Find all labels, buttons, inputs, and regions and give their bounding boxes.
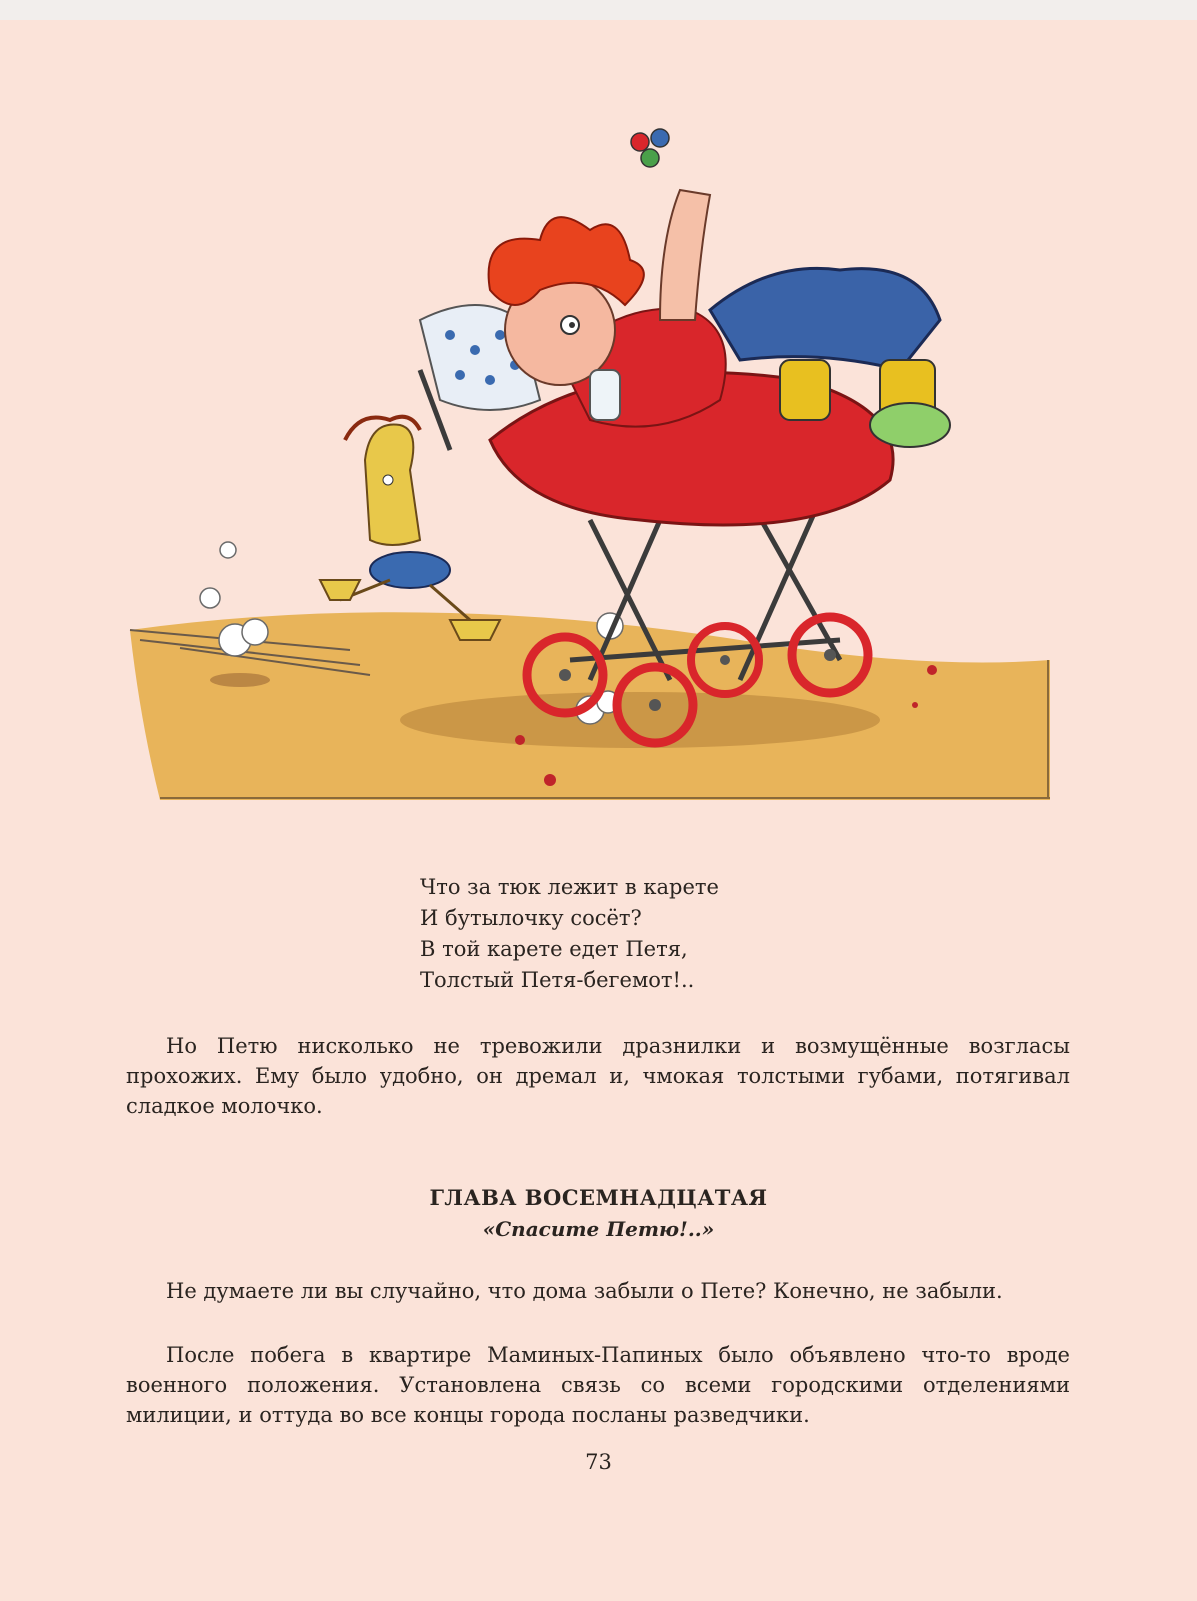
paragraph-2: Не думаете ли вы случайно, что дома забыли о Пете? Конечно, не забыли. [166, 1279, 1003, 1303]
dust-shadow [210, 673, 270, 687]
boy-sole [870, 403, 950, 447]
paragraph-3: После побега в квартире Маминых-Папиных было объявлено что-то вроде военного положения. Установлена связь со всеми городскими отделениями милиции, и оттуда во все концы города посланы разведчики. [126, 1343, 1070, 1427]
rattle-toy [631, 129, 669, 167]
boy-arm [660, 190, 710, 320]
poem-line: В той карете едет Петя, [420, 937, 688, 961]
poem-line: Толстый Петя-бегемот!.. [420, 968, 695, 992]
poem-line: И бутылочку сосёт? [420, 906, 642, 930]
page-number: 73 [585, 1450, 612, 1474]
boy-shorts [710, 268, 940, 370]
milk-bottle [590, 370, 620, 420]
chapter-subtitle: «Спасите Петю!..» [482, 1217, 715, 1241]
scan-top-edge [0, 0, 1197, 20]
poem [420, 872, 719, 996]
wooden-figure [320, 417, 500, 640]
boy-shoe-left [780, 360, 830, 420]
paragraph-1: Но Петю нисколько не тревожили дразнилки и возмущённые возгласы прохожих. Ему было удобно, он дремал и, чмокая толстыми губами, потягивал сладкое молочко. [126, 1034, 1070, 1118]
poem-line: Что за тюк лежит в карете [420, 875, 719, 899]
chapter-title: ГЛАВА ВОСЕМНАДЦАТАЯ [429, 1185, 768, 1210]
cartoon-stroller-illustration [120, 120, 1080, 820]
